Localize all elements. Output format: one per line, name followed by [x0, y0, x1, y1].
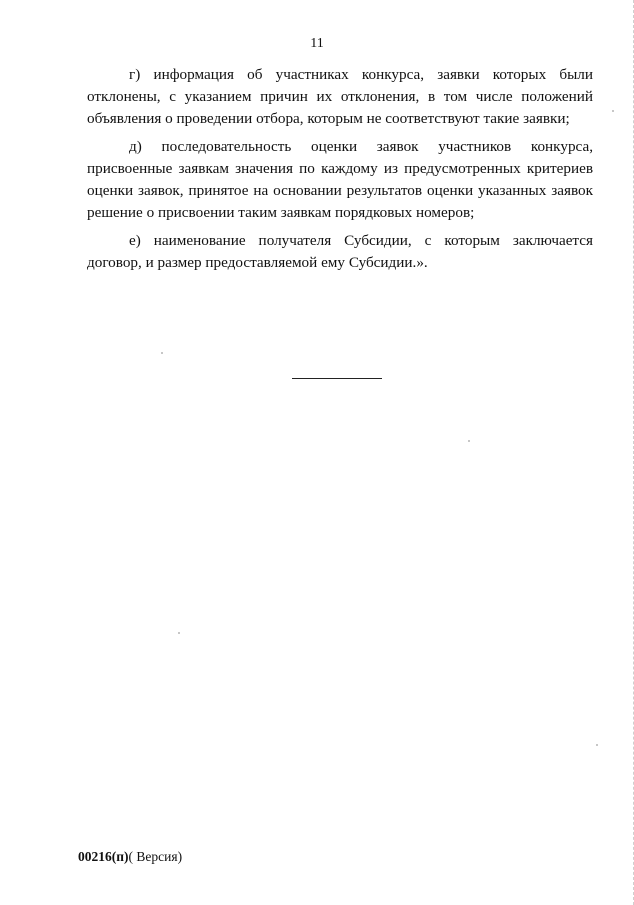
- paragraph-g: г) информация об участниках конкурса, заявки которых были отклонены, с указанием причин их отклонения, в том числе положений объявления о проведении отбора, которым не соответствуют такие заявки;: [87, 66, 593, 127]
- scan-speck: [178, 632, 180, 634]
- paragraph-d: д) последовательность оценки заявок участников конкурса, присвоенные заявкам значения по каждому из предусмотренных критериев оценки заявок, принятое на основании результатов оценки указанных заявок решение о присвоении таким заявкам порядковых номеров;: [87, 138, 593, 221]
- scan-speck: [612, 110, 614, 112]
- scan-speck: [596, 744, 598, 746]
- document-code: 00216(п): [78, 849, 129, 864]
- document-body: [87, 64, 593, 280]
- scan-speck: [468, 440, 470, 442]
- document-footer: [78, 849, 182, 865]
- closing-divider: [292, 378, 382, 379]
- scan-speck: [161, 352, 163, 354]
- page-number: 11: [310, 36, 324, 51]
- document-version: ( Версия): [128, 849, 183, 864]
- paragraph-e: е) наименование получателя Субсидии, с которым заключается договор, и размер предоставляемой ему Субсидии.».: [87, 232, 593, 271]
